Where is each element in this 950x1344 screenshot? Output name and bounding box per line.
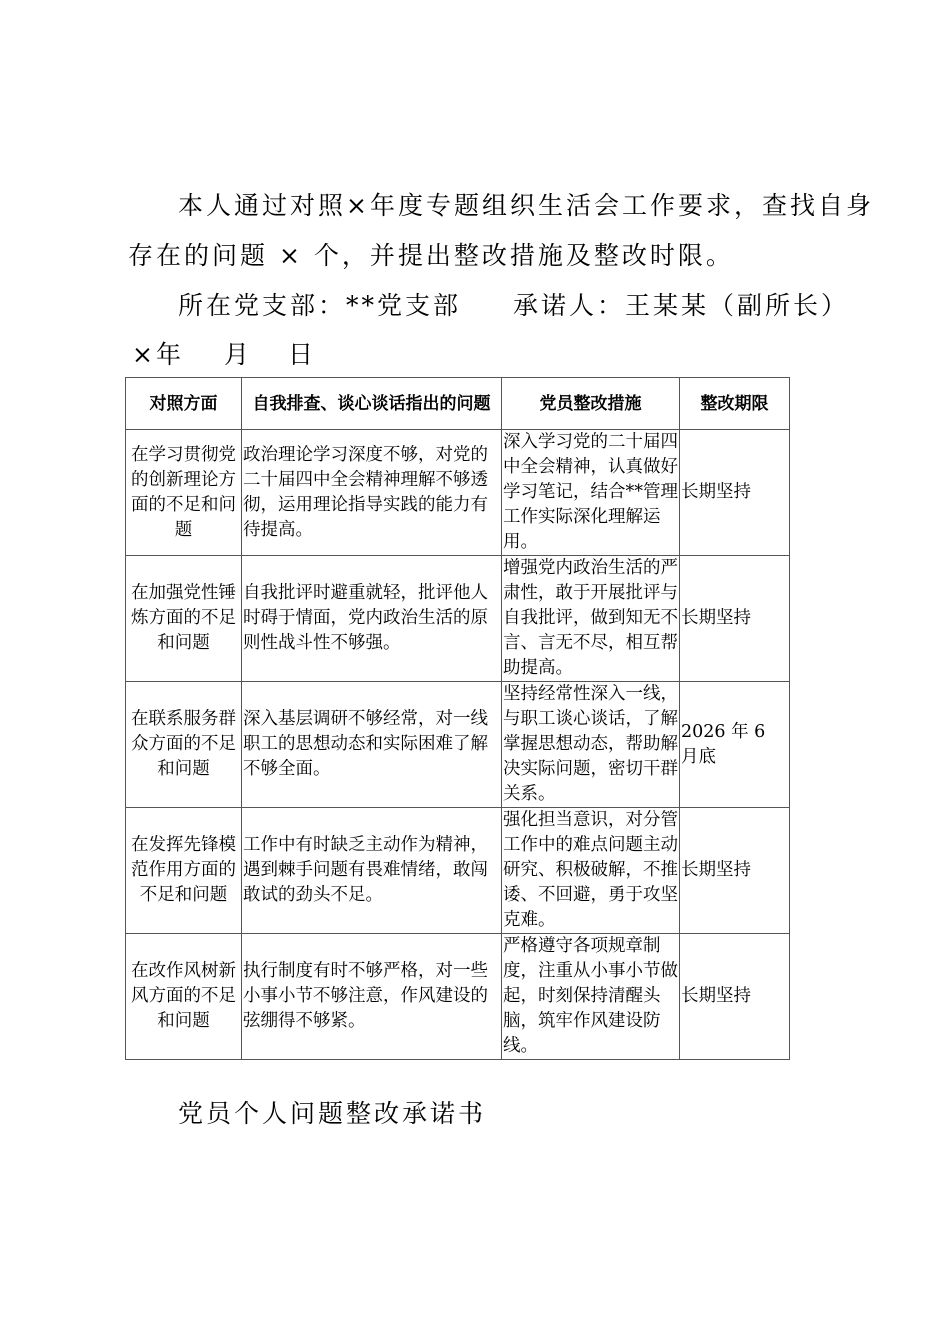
date-year: ×年: [132, 340, 184, 369]
cell-measure: 坚持经常性深入一线，与职工谈心谈话，了解掌握思想动态，帮助解决实际问题，密切干群关系。: [502, 682, 680, 808]
cell-measure: 深入学习党的二十届四中全会精神，认真做好学习笔记，结合**管理工作实际深化理解运用。: [502, 430, 680, 556]
cell-measure: 强化担当意识，对分管工作中的难点问题主动研究、积极破解，不推诿、不回避，勇于攻坚克难。: [502, 808, 680, 934]
cell-problem: 工作中有时缺乏主动作为精神，遇到棘手问题有畏难情绪，敢闯敢试的劲头不足。: [242, 808, 502, 934]
intro-paragraph-line-2: 存在的问题 × 个，并提出整改措施及整改时限。: [128, 241, 734, 270]
cell-aspect: 在联系服务群众方面的不足和问题: [126, 682, 242, 808]
cell-measure: 严格遵守各项规章制度，注重从小事小节做起，时刻保持清醒头脑，筑牢作风建设防线。: [502, 934, 680, 1060]
date-line: [132, 342, 316, 367]
cell-deadline: 长期坚持: [680, 556, 790, 682]
header-deadline: 整改期限: [680, 378, 790, 430]
cell-problem: 自我批评时避重就轻，批评他人时碍于情面，党内政治生活的原则性战斗性不够强。: [242, 556, 502, 682]
rectification-table: [125, 377, 790, 1060]
cell-measure: 增强党内政治生活的严肃性，敢于开展批评与自我批评，做到知无不言、言无不尽，相互帮助提高。: [502, 556, 680, 682]
cell-problem: 执行制度有时不够严格，对一些小事小节不够注意，作风建设的弦绷得不够紧。: [242, 934, 502, 1060]
header-measure: 党员整改措施: [502, 378, 680, 430]
date-day: 日: [288, 340, 317, 369]
cell-deadline: 长期坚持: [680, 934, 790, 1060]
table-header-row: [126, 378, 790, 430]
document-title: 党员个人问题整改承诺书: [178, 1099, 487, 1128]
cell-aspect: 在发挥先锋模范作用方面的不足和问题: [126, 808, 242, 934]
intro-paragraph-line-1: 本人通过对照×年度专题组织生活会工作要求，查找自身: [178, 191, 874, 220]
header-problem: 自我排查、谈心谈话指出的问题: [242, 378, 502, 430]
table-row: [126, 934, 790, 1060]
cell-aspect: 在加强党性锤炼方面的不足和问题: [126, 556, 242, 682]
branch-value: **党支部: [346, 291, 462, 320]
cell-aspect: 在改作风树新风方面的不足和问题: [126, 934, 242, 1060]
branch-label: 所在党支部：: [178, 291, 347, 320]
promiser-value: 王某某（副所长）: [625, 291, 850, 320]
table-row: [126, 808, 790, 934]
meta-line: [178, 293, 849, 318]
cell-deadline: 长期坚持: [680, 430, 790, 556]
cell-aspect: 在学习贯彻党的创新理论方面的不足和问题: [126, 430, 242, 556]
cell-deadline: 2026 年 6 月底: [680, 682, 790, 808]
cell-problem: 深入基层调研不够经常，对一线职工的思想动态和实际困难了解不够全面。: [242, 682, 502, 808]
table-row: [126, 556, 790, 682]
promiser-label: 承诺人：: [513, 291, 626, 320]
cell-problem: 政治理论学习深度不够，对党的二十届四中全会精神理解不够透彻，运用理论指导实践的能力有待提高。: [242, 430, 502, 556]
header-aspect: 对照方面: [126, 378, 242, 430]
table-row: [126, 682, 790, 808]
table-row: [126, 430, 790, 556]
cell-deadline: 长期坚持: [680, 808, 790, 934]
date-month: 月: [224, 340, 253, 369]
